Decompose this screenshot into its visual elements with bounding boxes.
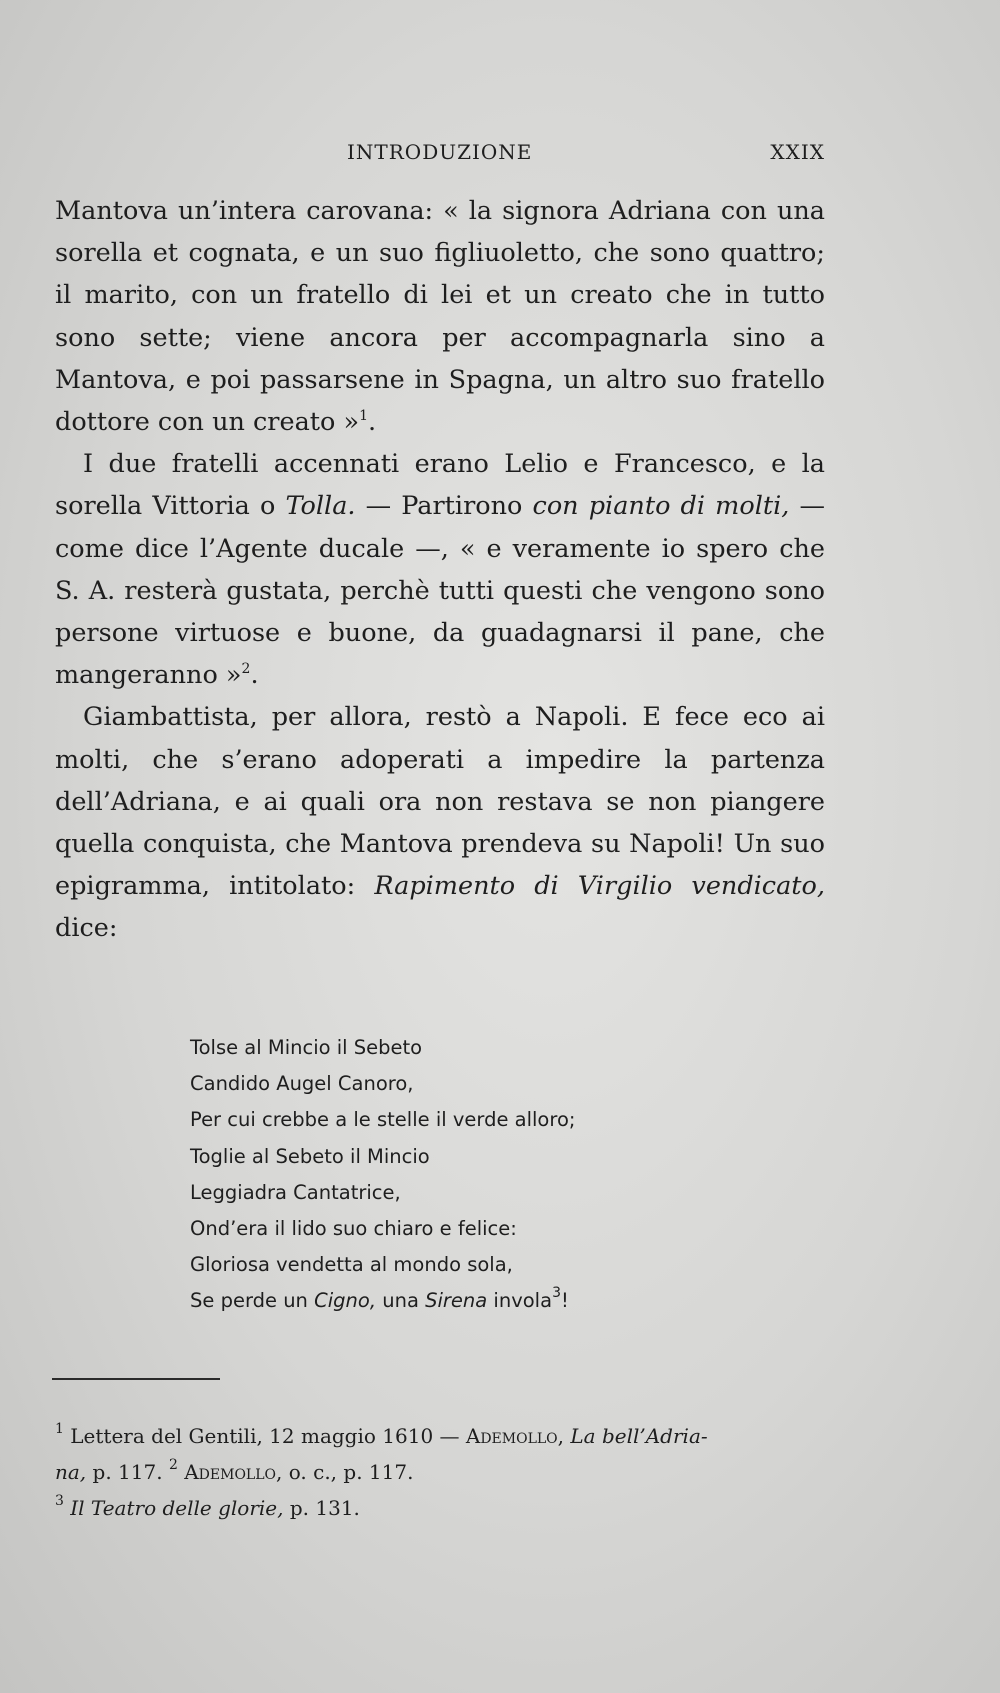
poem-line: Gloriosa vendetta al mondo sola,: [190, 1253, 513, 1277]
paragraph-1: Mantova un’intera carovana: « la signora Adriana con una sorella et cognata, e un suo figliuoletto, che sono quattro; il marito, con un fratello di lei et un creato che in tutto sono sette; viene ancora per accompagnarla sino a Mantova, e poi passarsene in Spagna, un altro suo fratello dottore con un creato »$^1$.: [55, 196, 825, 438]
poem-line: Leggiadra Cantatrice,: [190, 1180, 401, 1204]
footnote-ref-2: 2: [241, 661, 251, 678]
paragraph-2: I due fratelli accennati erano Lelio e Francesco, e la sorella Vittoria o Tolla. — Partirono con pianto di molti, — come dice l’Agente ducale —, « e veramente io spero che S. A. resterà gustata, perchè tutti questi che vengono sono persone virtuose e buone, da guadagnarsi il pane, che mangeranno »$^2$.: [55, 449, 825, 691]
main-text: [55, 190, 825, 950]
footnote-2-mark: 2: [168, 1457, 178, 1473]
page-header: [55, 140, 825, 180]
poem-line: Ond’era il lido suo chiaro e felice:: [190, 1217, 517, 1241]
footnote-divider: [52, 1378, 220, 1380]
footnotes: [55, 1418, 835, 1526]
footnote-1: $^1$ Lettera del Gentili, 12 maggio 1610 — Ademollo, La bell’Adria-: [55, 1421, 708, 1448]
epigram-poem: [190, 1030, 830, 1320]
poem-line: Per cui crebbe a le stelle il verde alloro;: [190, 1108, 576, 1132]
poem-line: Tolse al Mincio il Sebeto: [190, 1036, 423, 1059]
poem-line: Candido Augel Canoro,: [190, 1072, 414, 1096]
footnote-3: $^3$ Il Teatro delle glorie, p. 131.: [55, 1493, 360, 1520]
paragraph-3: Giambattista, per allora, restò a Napoli. E fece eco ai molti, che s’erano adoperati a impedire la partenza dell’Adriana, e ai quali ora non restava se non piangere quella conquista, che Mantova prendeva su Napoli! Un suo epigramma, intitolato: Rapimento di Virgilio vendicato, dice:: [55, 702, 825, 944]
footnote-ref-1: 1: [359, 408, 369, 425]
running-title: INTRODUZIONE: [347, 140, 533, 164]
poem-line: Se perde un Cigno, una Sirena invola$^3$!: [190, 1285, 569, 1313]
footnote-ref-3: 3: [552, 1285, 561, 1302]
footnote-1-continued: na, p. 117. $^2$ Ademollo, o. c., p. 117.: [55, 1457, 414, 1484]
page-number: XXIX: [770, 140, 825, 164]
poem-line: Toglie al Sebeto il Mincio: [190, 1144, 430, 1168]
